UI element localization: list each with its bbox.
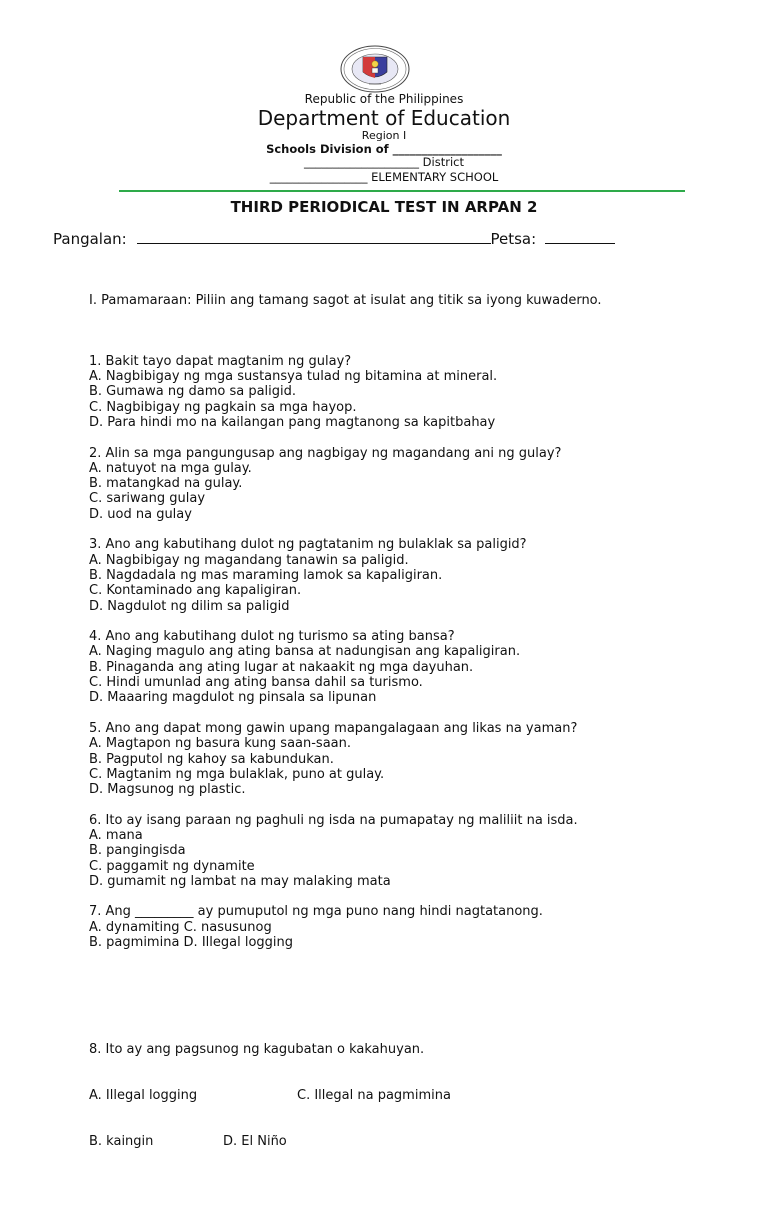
region-line: Region I xyxy=(361,129,407,142)
question-1 xyxy=(89,354,729,430)
choice: A. mana xyxy=(89,827,143,843)
choice: D. El Niño xyxy=(223,1133,287,1149)
choice: D. uod na gulay xyxy=(89,506,192,522)
choice: A. Magtapon ng basura kung saan-saan. xyxy=(89,736,352,752)
question-text: 4. Ano ang kabutihang dulot ng turismo sa ating bansa? xyxy=(89,629,455,645)
question-8 xyxy=(89,1012,729,1180)
question-text: 5. Ano ang dapat mong gawin upang mapangalagaan ang likas na yaman? xyxy=(89,720,578,736)
department-name: Department of Education xyxy=(257,106,511,130)
choice: D. Magsunog ng plastic. xyxy=(89,782,246,798)
republic-line: Republic of the Philippines xyxy=(304,92,464,106)
choice: B. matangkad na gulay. xyxy=(89,476,243,492)
question-5 xyxy=(89,721,729,797)
choice: C. Nagbibigay ng pagkain sa mga hayop. xyxy=(89,399,357,415)
choice: B. Gumawa ng damo sa paligid. xyxy=(89,384,297,400)
choice: B. pangingisda xyxy=(89,843,186,859)
district-line: ____________________ District xyxy=(304,155,464,169)
choice: D. Nagdulot ng dilim sa paligid xyxy=(89,598,290,614)
question-2 xyxy=(89,446,729,522)
date-blank xyxy=(545,229,615,244)
choice: C. Kontaminado ang kapaligiran. xyxy=(89,583,302,599)
choice: B. kaingin xyxy=(89,1133,154,1149)
choice: A. Nagbibigay ng magandang tanawin sa paligid. xyxy=(89,552,409,568)
question-6 xyxy=(89,813,729,889)
choice: C. paggamit ng dynamite xyxy=(89,858,255,874)
choice: B. pagmimina D. Illegal logging xyxy=(89,935,294,951)
choice: C. sariwang gulay xyxy=(89,491,206,507)
school-line: _________________ ELEMENTARY SCHOOL xyxy=(269,170,499,184)
choice: A. Nagbibigay ng mga sustansya tulad ng bitamina at mineral. xyxy=(89,369,498,385)
choice: A. Naging magulo ang ating bansa at nadungisan ang kapaligiran. xyxy=(89,644,521,660)
choice: A. natuyot na mga gulay. xyxy=(89,460,252,476)
name-label: Pangalan: xyxy=(53,230,127,248)
test-body xyxy=(89,262,729,1210)
date-label: Petsa: xyxy=(490,230,537,248)
choice: D. Para hindi mo na kailangan pang magtanong sa kapitbahay xyxy=(89,414,496,430)
question-7 xyxy=(89,904,729,950)
question-text: 7. Ang _________ ay pumuputol ng mga puno nang hindi nagtatanong. xyxy=(89,904,543,920)
deped-seal-logo xyxy=(339,44,411,94)
choice: B. Nagdadala ng mas maraming lamok sa kapaligiran. xyxy=(89,567,443,583)
question-text: 3. Ano ang kabutihang dulot ng pagtatanim ng bulaklak sa paligid? xyxy=(89,537,527,553)
choice-row xyxy=(89,1088,729,1103)
name-blank xyxy=(137,229,491,244)
choice: D. Maaaring magdulot ng pinsala sa lipunan xyxy=(89,690,377,706)
choice: A. dynamiting C. nasusunog xyxy=(89,919,272,935)
question-3 xyxy=(89,537,729,613)
question-text: 8. Ito ay ang pagsunog ng kagubatan o kakahuyan. xyxy=(89,1042,425,1058)
choice: B. Pinaganda ang ating lugar at nakaakit ng mga dayuhan. xyxy=(89,659,474,675)
question-text: 2. Alin sa mga pangungusap ang nagbigay ng magandang ani ng gulay? xyxy=(89,445,562,461)
instructions: I. Pamamaraan: Piliin ang tamang sagot at isulat ang titik sa iyong kuwaderno. xyxy=(89,292,602,308)
question-4 xyxy=(89,629,729,705)
question-text: 1. Bakit tayo dapat magtanim ng gulay? xyxy=(89,353,352,369)
header-divider xyxy=(119,190,685,192)
test-title: THIRD PERIODICAL TEST IN ARPAN 2 xyxy=(230,198,538,216)
name-date-row xyxy=(53,229,615,248)
choice: A. Illegal logging xyxy=(89,1088,198,1104)
choice-row xyxy=(89,1134,729,1149)
question-list xyxy=(89,354,729,951)
choice: C. Hindi umunlad ang ating bansa dahil sa turismo. xyxy=(89,675,423,691)
question-text: 6. Ito ay isang paraan ng paghuli ng isda na pumapatay ng maliliit na isda. xyxy=(89,812,578,828)
choice: D. gumamit ng lambat na may malaking mata xyxy=(89,873,391,889)
choice: B. Pagputol ng kahoy sa kabundukan. xyxy=(89,751,334,767)
choice: C. Magtanim ng mga bulaklak, puno at gulay. xyxy=(89,766,385,782)
division-line: Schools Division of ___________________ xyxy=(266,142,502,156)
choice: C. Illegal na pagmimina xyxy=(297,1088,451,1104)
